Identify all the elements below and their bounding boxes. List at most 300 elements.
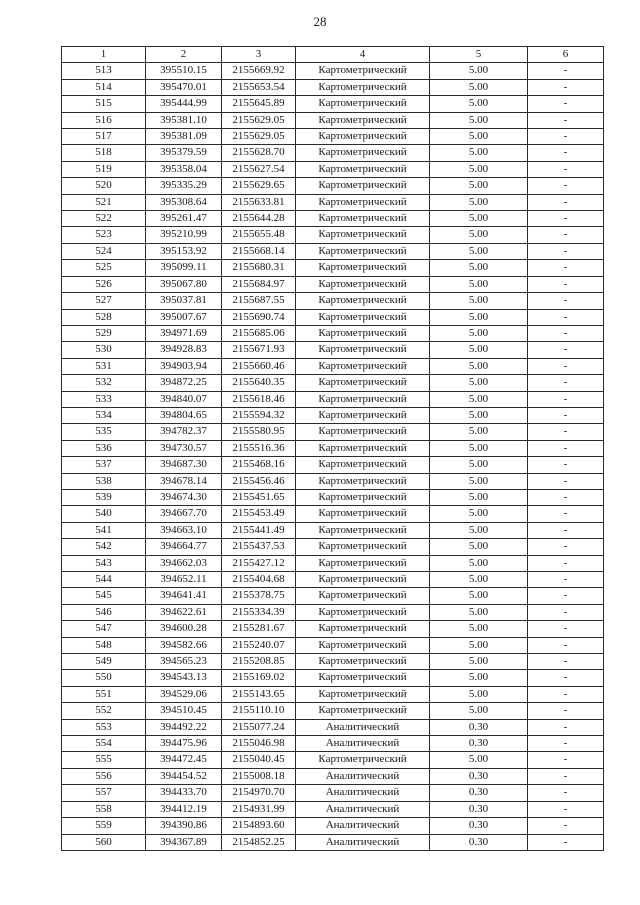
method-cell: Картометрический (296, 293, 430, 309)
method-cell: Картометрический (296, 375, 430, 391)
table-row (62, 358, 604, 374)
y-coordinate-cell: 2155169.02 (222, 670, 296, 686)
table-row (62, 703, 604, 719)
accuracy-cell: 5.00 (430, 424, 528, 440)
point-number-cell: 522 (62, 211, 146, 227)
column-header: 4 (296, 47, 430, 63)
y-coordinate-cell: 2155671.93 (222, 342, 296, 358)
header-row (62, 47, 604, 63)
y-coordinate-cell: 2155456.46 (222, 473, 296, 489)
x-coordinate-cell: 395444.99 (146, 96, 222, 112)
point-number-cell: 532 (62, 375, 146, 391)
x-coordinate-cell: 394678.14 (146, 473, 222, 489)
x-coordinate-cell: 394529.06 (146, 686, 222, 702)
point-number-cell: 515 (62, 96, 146, 112)
note-cell: - (528, 670, 604, 686)
point-number-cell: 560 (62, 834, 146, 850)
method-cell: Картометрический (296, 604, 430, 620)
x-coordinate-cell: 394510.45 (146, 703, 222, 719)
accuracy-cell: 5.00 (430, 572, 528, 588)
note-cell: - (528, 555, 604, 571)
note-cell: - (528, 63, 604, 79)
note-cell: - (528, 145, 604, 161)
y-coordinate-cell: 2154893.60 (222, 818, 296, 834)
y-coordinate-cell: 2155660.46 (222, 358, 296, 374)
method-cell: Аналитический (296, 801, 430, 817)
x-coordinate-cell: 395470.01 (146, 79, 222, 95)
accuracy-cell: 5.00 (430, 276, 528, 292)
note-cell: - (528, 407, 604, 423)
note-cell: - (528, 588, 604, 604)
table-row (62, 834, 604, 850)
method-cell: Картометрический (296, 276, 430, 292)
y-coordinate-cell: 2155687.55 (222, 293, 296, 309)
point-number-cell: 535 (62, 424, 146, 440)
note-cell: - (528, 342, 604, 358)
x-coordinate-cell: 394662.03 (146, 555, 222, 571)
y-coordinate-cell: 2155684.97 (222, 276, 296, 292)
method-cell: Аналитический (296, 818, 430, 834)
accuracy-cell: 5.00 (430, 342, 528, 358)
method-cell: Картометрический (296, 243, 430, 259)
method-cell: Картометрический (296, 506, 430, 522)
table-row (62, 309, 604, 325)
note-cell: - (528, 276, 604, 292)
y-coordinate-cell: 2155653.54 (222, 79, 296, 95)
note-cell: - (528, 211, 604, 227)
method-cell: Картометрический (296, 194, 430, 210)
x-coordinate-cell: 394730.57 (146, 440, 222, 456)
x-coordinate-cell: 395381.09 (146, 129, 222, 145)
point-number-cell: 527 (62, 293, 146, 309)
point-number-cell: 549 (62, 654, 146, 670)
note-cell: - (528, 522, 604, 538)
method-cell: Картометрический (296, 752, 430, 768)
y-coordinate-cell: 2155008.18 (222, 768, 296, 784)
x-coordinate-cell: 395153.92 (146, 243, 222, 259)
point-number-cell: 523 (62, 227, 146, 243)
accuracy-cell: 5.00 (430, 325, 528, 341)
method-cell: Картометрический (296, 407, 430, 423)
accuracy-cell: 5.00 (430, 539, 528, 555)
table-row (62, 227, 604, 243)
note-cell: - (528, 227, 604, 243)
x-coordinate-cell: 394565.23 (146, 654, 222, 670)
note-cell: - (528, 375, 604, 391)
note-cell: - (528, 178, 604, 194)
table-row (62, 555, 604, 571)
accuracy-cell: 5.00 (430, 358, 528, 374)
point-number-cell: 533 (62, 391, 146, 407)
point-number-cell: 548 (62, 637, 146, 653)
accuracy-cell: 5.00 (430, 703, 528, 719)
accuracy-cell: 5.00 (430, 96, 528, 112)
table-row (62, 260, 604, 276)
x-coordinate-cell: 395358.04 (146, 161, 222, 177)
x-coordinate-cell: 394674.30 (146, 489, 222, 505)
point-number-cell: 547 (62, 621, 146, 637)
x-coordinate-cell: 394664.77 (146, 539, 222, 555)
accuracy-cell: 0.30 (430, 801, 528, 817)
note-cell: - (528, 752, 604, 768)
y-coordinate-cell: 2155627.54 (222, 161, 296, 177)
y-coordinate-cell: 2154970.70 (222, 785, 296, 801)
point-number-cell: 551 (62, 686, 146, 702)
table-row (62, 276, 604, 292)
column-header: 2 (146, 47, 222, 63)
method-cell: Картометрический (296, 539, 430, 555)
method-cell: Картометрический (296, 703, 430, 719)
accuracy-cell: 5.00 (430, 522, 528, 538)
y-coordinate-cell: 2155580.95 (222, 424, 296, 440)
accuracy-cell: 5.00 (430, 752, 528, 768)
x-coordinate-cell: 395099.11 (146, 260, 222, 276)
method-cell: Картометрический (296, 178, 430, 194)
y-coordinate-cell: 2155644.28 (222, 211, 296, 227)
note-cell: - (528, 506, 604, 522)
point-number-cell: 556 (62, 768, 146, 784)
method-cell: Аналитический (296, 719, 430, 735)
note-cell: - (528, 129, 604, 145)
accuracy-cell: 5.00 (430, 375, 528, 391)
accuracy-cell: 0.30 (430, 785, 528, 801)
column-header: 5 (430, 47, 528, 63)
column-header: 3 (222, 47, 296, 63)
y-coordinate-cell: 2154931.99 (222, 801, 296, 817)
x-coordinate-cell: 394663.10 (146, 522, 222, 538)
x-coordinate-cell: 395379.59 (146, 145, 222, 161)
x-coordinate-cell: 394475.96 (146, 736, 222, 752)
note-cell: - (528, 489, 604, 505)
point-number-cell: 546 (62, 604, 146, 620)
table-row (62, 407, 604, 423)
accuracy-cell: 5.00 (430, 670, 528, 686)
accuracy-cell: 5.00 (430, 457, 528, 473)
note-cell: - (528, 604, 604, 620)
x-coordinate-cell: 395067.80 (146, 276, 222, 292)
point-number-cell: 530 (62, 342, 146, 358)
method-cell: Картометрический (296, 489, 430, 505)
method-cell: Картометрический (296, 227, 430, 243)
point-number-cell: 521 (62, 194, 146, 210)
accuracy-cell: 5.00 (430, 473, 528, 489)
method-cell: Аналитический (296, 736, 430, 752)
y-coordinate-cell: 2155516.36 (222, 440, 296, 456)
note-cell: - (528, 293, 604, 309)
accuracy-cell: 5.00 (430, 243, 528, 259)
table-row (62, 539, 604, 555)
method-cell: Картометрический (296, 260, 430, 276)
note-cell: - (528, 440, 604, 456)
table-row (62, 588, 604, 604)
y-coordinate-cell: 2155618.46 (222, 391, 296, 407)
table-row (62, 801, 604, 817)
x-coordinate-cell: 395210.99 (146, 227, 222, 243)
point-number-cell: 519 (62, 161, 146, 177)
y-coordinate-cell: 2155110.10 (222, 703, 296, 719)
table-row (62, 768, 604, 784)
y-coordinate-cell: 2155685.06 (222, 325, 296, 341)
accuracy-cell: 5.00 (430, 293, 528, 309)
table-row (62, 818, 604, 834)
x-coordinate-cell: 395335.29 (146, 178, 222, 194)
method-cell: Аналитический (296, 785, 430, 801)
point-number-cell: 559 (62, 818, 146, 834)
accuracy-cell: 5.00 (430, 654, 528, 670)
table-row (62, 178, 604, 194)
note-cell: - (528, 703, 604, 719)
note-cell: - (528, 539, 604, 555)
x-coordinate-cell: 394872.25 (146, 375, 222, 391)
y-coordinate-cell: 2155451.65 (222, 489, 296, 505)
table-row (62, 654, 604, 670)
table-row (62, 243, 604, 259)
table-row (62, 637, 604, 653)
accuracy-cell: 5.00 (430, 440, 528, 456)
note-cell: - (528, 96, 604, 112)
coordinates-table (61, 46, 604, 851)
table-row (62, 457, 604, 473)
table-row (62, 785, 604, 801)
table-row (62, 112, 604, 128)
method-cell: Картометрический (296, 440, 430, 456)
table-row (62, 391, 604, 407)
method-cell: Картометрический (296, 424, 430, 440)
method-cell: Аналитический (296, 834, 430, 850)
x-coordinate-cell: 394454.52 (146, 768, 222, 784)
column-header: 6 (528, 47, 604, 63)
x-coordinate-cell: 394433.70 (146, 785, 222, 801)
accuracy-cell: 5.00 (430, 506, 528, 522)
table-row (62, 440, 604, 456)
accuracy-cell: 5.00 (430, 407, 528, 423)
method-cell: Картометрический (296, 79, 430, 95)
table-row (62, 325, 604, 341)
point-number-cell: 550 (62, 670, 146, 686)
point-number-cell: 538 (62, 473, 146, 489)
method-cell: Картометрический (296, 63, 430, 79)
y-coordinate-cell: 2155629.05 (222, 112, 296, 128)
note-cell: - (528, 686, 604, 702)
table-row (62, 522, 604, 538)
point-number-cell: 557 (62, 785, 146, 801)
table-row (62, 161, 604, 177)
method-cell: Картометрический (296, 457, 430, 473)
note-cell: - (528, 785, 604, 801)
x-coordinate-cell: 395261.47 (146, 211, 222, 227)
y-coordinate-cell: 2155040.45 (222, 752, 296, 768)
accuracy-cell: 5.00 (430, 489, 528, 505)
point-number-cell: 528 (62, 309, 146, 325)
method-cell: Картометрический (296, 358, 430, 374)
method-cell: Картометрический (296, 325, 430, 341)
note-cell: - (528, 719, 604, 735)
y-coordinate-cell: 2155640.35 (222, 375, 296, 391)
point-number-cell: 531 (62, 358, 146, 374)
x-coordinate-cell: 395037.81 (146, 293, 222, 309)
x-coordinate-cell: 394928.83 (146, 342, 222, 358)
x-coordinate-cell: 395381.10 (146, 112, 222, 128)
y-coordinate-cell: 2155077.24 (222, 719, 296, 735)
table-row (62, 424, 604, 440)
accuracy-cell: 5.00 (430, 63, 528, 79)
y-coordinate-cell: 2155441.49 (222, 522, 296, 538)
x-coordinate-cell: 394472.45 (146, 752, 222, 768)
point-number-cell: 545 (62, 588, 146, 604)
point-number-cell: 514 (62, 79, 146, 95)
y-coordinate-cell: 2155143.65 (222, 686, 296, 702)
note-cell: - (528, 358, 604, 374)
table-row (62, 79, 604, 95)
table-row (62, 211, 604, 227)
accuracy-cell: 5.00 (430, 227, 528, 243)
table-row (62, 506, 604, 522)
x-coordinate-cell: 394687.30 (146, 457, 222, 473)
accuracy-cell: 0.30 (430, 818, 528, 834)
note-cell: - (528, 325, 604, 341)
y-coordinate-cell: 2155427.12 (222, 555, 296, 571)
point-number-cell: 553 (62, 719, 146, 735)
note-cell: - (528, 112, 604, 128)
table-row (62, 96, 604, 112)
accuracy-cell: 5.00 (430, 555, 528, 571)
table-row (62, 670, 604, 686)
note-cell: - (528, 621, 604, 637)
method-cell: Картометрический (296, 96, 430, 112)
table-row (62, 572, 604, 588)
note-cell: - (528, 260, 604, 276)
accuracy-cell: 5.00 (430, 112, 528, 128)
y-coordinate-cell: 2155690.74 (222, 309, 296, 325)
accuracy-cell: 5.00 (430, 129, 528, 145)
y-coordinate-cell: 2155240.07 (222, 637, 296, 653)
table-row (62, 473, 604, 489)
point-number-cell: 537 (62, 457, 146, 473)
y-coordinate-cell: 2155629.05 (222, 129, 296, 145)
accuracy-cell: 5.00 (430, 178, 528, 194)
accuracy-cell: 0.30 (430, 768, 528, 784)
table-row (62, 736, 604, 752)
point-number-cell: 536 (62, 440, 146, 456)
method-cell: Картометрический (296, 211, 430, 227)
accuracy-cell: 0.30 (430, 736, 528, 752)
x-coordinate-cell: 395007.67 (146, 309, 222, 325)
y-coordinate-cell: 2155404.68 (222, 572, 296, 588)
method-cell: Картометрический (296, 572, 430, 588)
y-coordinate-cell: 2155453.49 (222, 506, 296, 522)
x-coordinate-cell: 394492.22 (146, 719, 222, 735)
table-row (62, 145, 604, 161)
x-coordinate-cell: 394600.28 (146, 621, 222, 637)
page-number: 28 (313, 14, 327, 29)
point-number-cell: 520 (62, 178, 146, 194)
method-cell: Картометрический (296, 555, 430, 571)
method-cell: Картометрический (296, 342, 430, 358)
accuracy-cell: 5.00 (430, 79, 528, 95)
y-coordinate-cell: 2155046.98 (222, 736, 296, 752)
note-cell: - (528, 637, 604, 653)
note-cell: - (528, 457, 604, 473)
table-row (62, 129, 604, 145)
point-number-cell: 513 (62, 63, 146, 79)
method-cell: Картометрический (296, 654, 430, 670)
x-coordinate-cell: 394782.37 (146, 424, 222, 440)
accuracy-cell: 5.00 (430, 621, 528, 637)
x-coordinate-cell: 394840.07 (146, 391, 222, 407)
point-number-cell: 541 (62, 522, 146, 538)
y-coordinate-cell: 2155281.67 (222, 621, 296, 637)
note-cell: - (528, 309, 604, 325)
accuracy-cell: 0.30 (430, 834, 528, 850)
point-number-cell: 552 (62, 703, 146, 719)
table-row (62, 686, 604, 702)
method-cell: Картометрический (296, 112, 430, 128)
table-row (62, 342, 604, 358)
table-row (62, 604, 604, 620)
accuracy-cell: 5.00 (430, 391, 528, 407)
point-number-cell: 558 (62, 801, 146, 817)
accuracy-cell: 5.00 (430, 260, 528, 276)
accuracy-cell: 5.00 (430, 211, 528, 227)
note-cell: - (528, 79, 604, 95)
x-coordinate-cell: 394641.41 (146, 588, 222, 604)
method-cell: Картометрический (296, 637, 430, 653)
x-coordinate-cell: 394412.19 (146, 801, 222, 817)
note-cell: - (528, 391, 604, 407)
y-coordinate-cell: 2154852.25 (222, 834, 296, 850)
table-row (62, 293, 604, 309)
method-cell: Картометрический (296, 670, 430, 686)
accuracy-cell: 5.00 (430, 194, 528, 210)
accuracy-cell: 5.00 (430, 588, 528, 604)
table-row (62, 489, 604, 505)
note-cell: - (528, 801, 604, 817)
accuracy-cell: 5.00 (430, 145, 528, 161)
method-cell: Картометрический (296, 686, 430, 702)
point-number-cell: 518 (62, 145, 146, 161)
y-coordinate-cell: 2155633.81 (222, 194, 296, 210)
point-number-cell: 554 (62, 736, 146, 752)
x-coordinate-cell: 394622.61 (146, 604, 222, 620)
table-row (62, 194, 604, 210)
y-coordinate-cell: 2155594.32 (222, 407, 296, 423)
note-cell: - (528, 736, 604, 752)
y-coordinate-cell: 2155628.70 (222, 145, 296, 161)
method-cell: Картометрический (296, 588, 430, 604)
x-coordinate-cell: 394667.70 (146, 506, 222, 522)
y-coordinate-cell: 2155437.53 (222, 539, 296, 555)
method-cell: Картометрический (296, 129, 430, 145)
y-coordinate-cell: 2155680.31 (222, 260, 296, 276)
table-row (62, 752, 604, 768)
y-coordinate-cell: 2155208.85 (222, 654, 296, 670)
y-coordinate-cell: 2155645.89 (222, 96, 296, 112)
y-coordinate-cell: 2155669.92 (222, 63, 296, 79)
accuracy-cell: 5.00 (430, 604, 528, 620)
x-coordinate-cell: 395308.64 (146, 194, 222, 210)
note-cell: - (528, 572, 604, 588)
note-cell: - (528, 473, 604, 489)
note-cell: - (528, 243, 604, 259)
x-coordinate-cell: 394903.94 (146, 358, 222, 374)
x-coordinate-cell: 394582.66 (146, 637, 222, 653)
y-coordinate-cell: 2155378.75 (222, 588, 296, 604)
accuracy-cell: 5.00 (430, 309, 528, 325)
point-number-cell: 544 (62, 572, 146, 588)
note-cell: - (528, 161, 604, 177)
y-coordinate-cell: 2155629.65 (222, 178, 296, 194)
table-body (62, 63, 604, 851)
